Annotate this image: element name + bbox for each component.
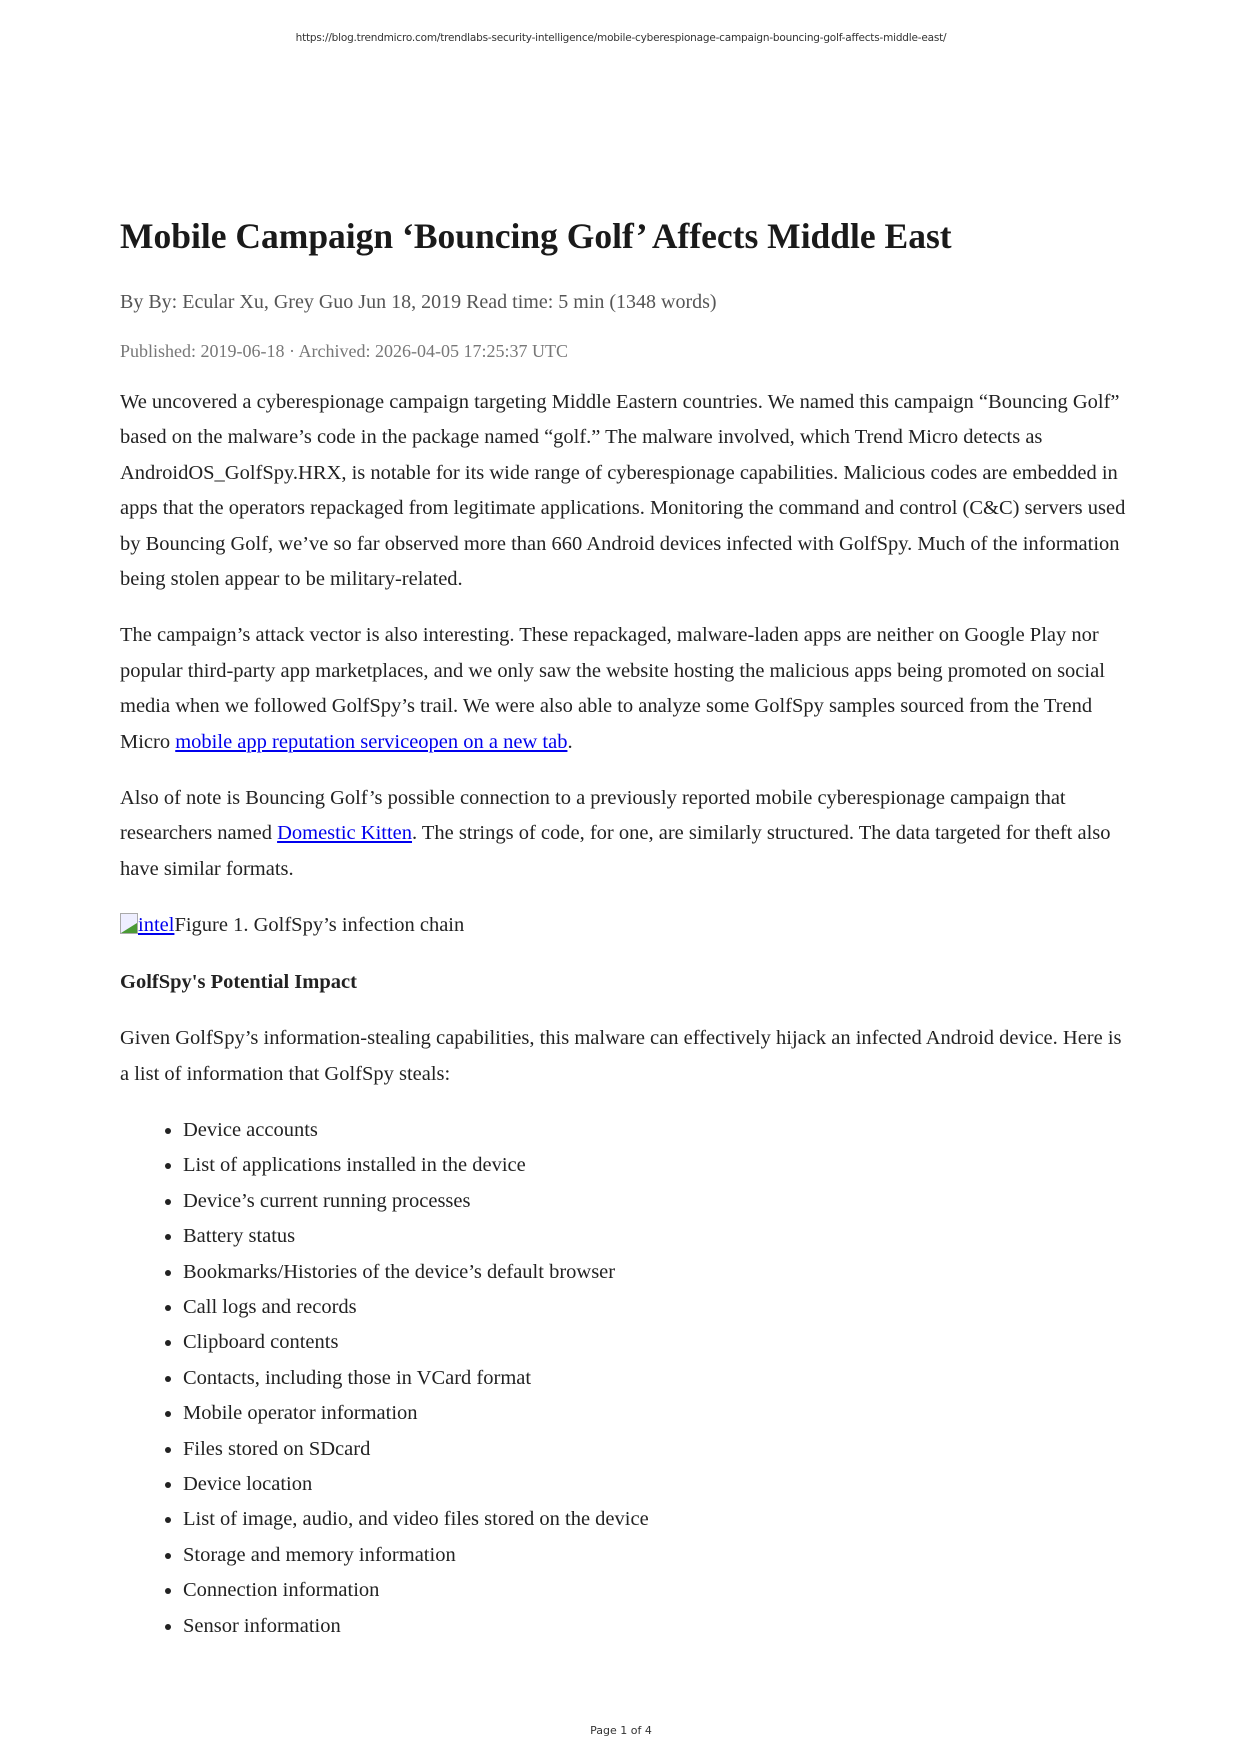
- list-item: • Mobile operator information: [183, 1396, 1135, 1431]
- figure: [120, 908, 1135, 943]
- article-title: Mobile Campaign ‘Bouncing Golf’ Affects Middle East: [120, 216, 952, 256]
- broken-image-icon: [120, 913, 138, 933]
- list-item: • Files stored on SDcard: [183, 1432, 1135, 1467]
- list-item: • Contacts, including those in VCard format: [183, 1361, 1135, 1396]
- list-item: • List of image, audio, and video files stored on the device: [183, 1502, 1135, 1537]
- list-item: • Device location: [183, 1467, 1135, 1502]
- paragraph-impact: Given GolfSpy’s information-stealing capabilities, this malware can effectively hijack an infected Android device. Here is a list of information that GolfSpy steals:: [120, 1027, 1122, 1085]
- paragraph-attack-vector: [120, 618, 1135, 760]
- domestic-kitten-link[interactable]: Domestic Kitten: [277, 822, 413, 845]
- list-item: • Connection information: [183, 1573, 1135, 1608]
- source-url: https://blog.trendmicro.com/trendlabs-security-intelligence/mobile-cyberespionage-campaign-bouncing-golf-affects-middle-east/: [295, 32, 947, 44]
- text: Also of note is Bouncing Golf’s possible connection to a previously reported mobile cyberespionage campaign that researchers named: [120, 787, 1066, 845]
- text: .: [567, 730, 573, 753]
- list-item: • Sensor information: [183, 1609, 1135, 1644]
- list-item: • Device accounts: [183, 1113, 1135, 1148]
- list-item: • Device’s current running processes: [183, 1184, 1135, 1219]
- section-heading: GolfSpy's Potential Impact: [120, 970, 357, 993]
- paragraph-intro: We uncovered a cyberespionage campaign targeting Middle Eastern countries. We named this campaign “Bouncing Golf” based on the malware’s code in the package named “golf.” The malware involved, which Trend Micro detects as AndroidOS_GolfSpy.HRX, is notable for its wide range of cyberespionage capabilities. Malicious codes are embedded in apps that the operators repackaged from legitimate applications. Monitoring the command and control (C&C) servers used by Bouncing Golf, we’ve so far observed more than 660 Android devices infected with GolfSpy. Much of the information being stolen appear to be military-related.: [120, 391, 1126, 591]
- list-item: • List of applications installed in the device: [183, 1148, 1135, 1183]
- page-number: Page 1 of 4: [590, 1724, 652, 1737]
- paragraph-connection: [120, 781, 1135, 887]
- article: [120, 212, 1135, 1644]
- published-info: Published: 2019-06-18 · Archived: 2026-04-05 17:25:37 UTC: [120, 341, 568, 361]
- text: . The strings of code, for one, are similarly structured. The data targeted for theft also have similar formats.: [120, 822, 1111, 880]
- figure-caption: Figure 1. GolfSpy’s infection chain: [174, 914, 465, 937]
- byline: By By: Ecular Xu, Grey Guo Jun 18, 2019 Read time: 5 min (1348 words): [120, 291, 717, 313]
- list-item: • Call logs and records: [183, 1290, 1135, 1325]
- stolen-info-list: [120, 1113, 1135, 1644]
- mobile-app-reputation-link[interactable]: mobile app reputation serviceopen on a new tab: [175, 730, 568, 753]
- text: The campaign’s attack vector is also interesting. These repackaged, malware-laden apps are neither on Google Play nor popular third-party app marketplaces, and we only saw the website hosting the malicious apps being promoted on social media when we followed GolfSpy’s trail. We were also able to analyze some GolfSpy samples sourced from the Trend Micro: [120, 624, 1105, 753]
- list-item: • Battery status: [183, 1219, 1135, 1254]
- list-item: • Storage and memory information: [183, 1538, 1135, 1573]
- list-item: • Clipboard contents: [183, 1325, 1135, 1360]
- list-item: • Bookmarks/Histories of the device’s default browser: [183, 1255, 1135, 1290]
- figure-image-link[interactable]: intel: [138, 914, 175, 937]
